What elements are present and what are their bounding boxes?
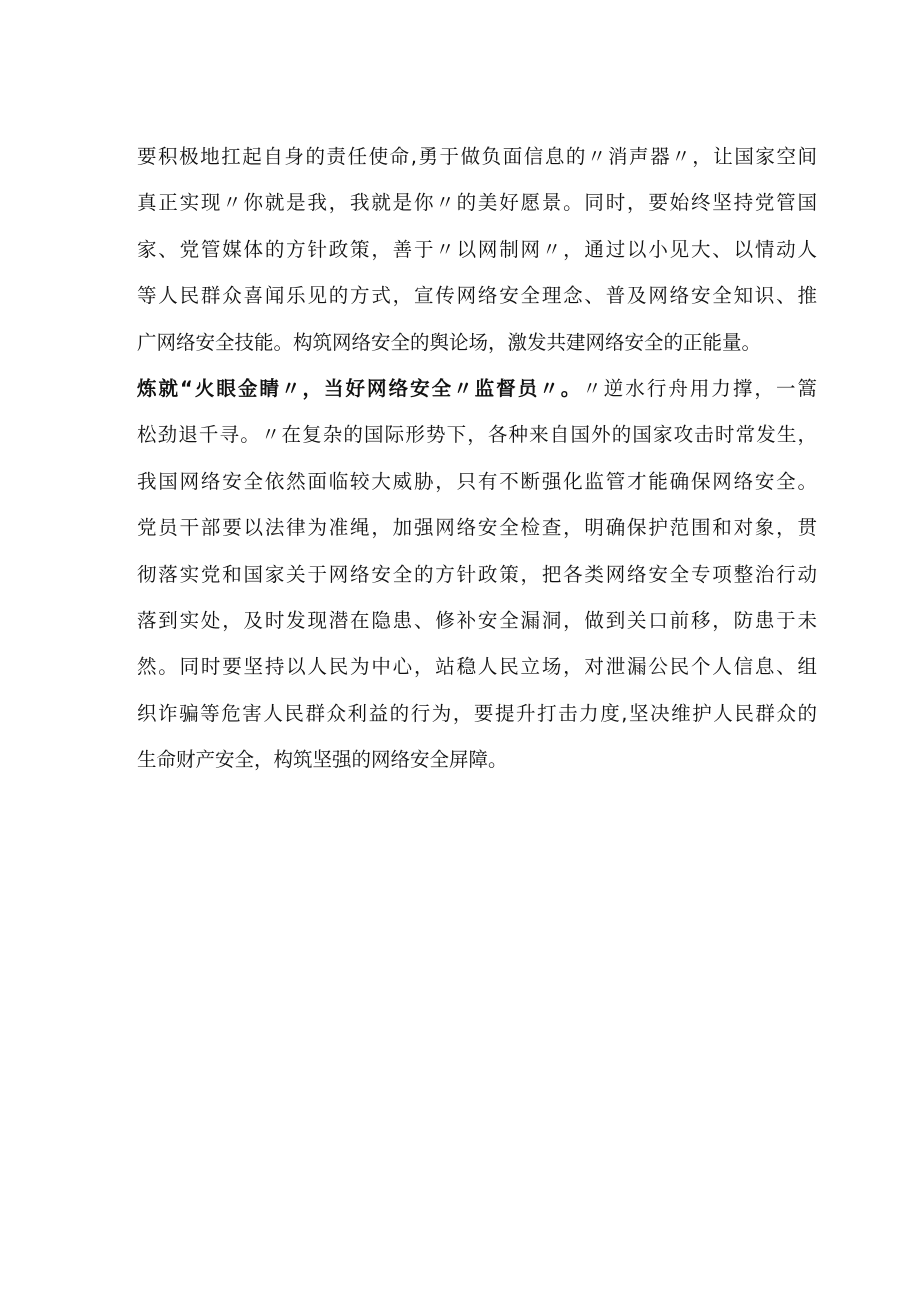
text-line: 党员干部要以法律为准绳，加强网络安全检查，明确保护范围和对象，贯 bbox=[137, 516, 817, 540]
text-line: 彻落实党和国家关于网络安全的方针政策，把各类网络安全专项整治行动 bbox=[137, 562, 817, 586]
text-line: 然。同时要坚持以人民为中心，站稳人民立场，对泄漏公民个人信息、组 bbox=[137, 655, 817, 679]
text-line: 广网络安全技能。构筑网络安全的舆论场，激发共建网络安全的正能量。 bbox=[137, 330, 762, 354]
text-line: 落到实处，及时发现潜在隐患、修补安全漏洞，做到关口前移，防患于未 bbox=[137, 608, 817, 632]
text-line: 要积极地扛起自身的责任使命,勇于做负面信息的〃消声器〃，让国家空间 bbox=[137, 145, 817, 168]
section-heading-line bbox=[137, 366, 817, 412]
text-line: 松劲退千寻。〃在复杂的国际形势下，各种来自国外的国家攻击时常发生， bbox=[137, 423, 817, 447]
text-line-continuation: 〃逆水行舟用力撑，一篙 bbox=[582, 376, 817, 400]
text-line: 生命财产安全，构筑坚强的网络安全屏障。 bbox=[137, 748, 508, 772]
section-heading: 炼就“火眼金睛〃，当好网络安全〃监督员〃。 bbox=[137, 376, 583, 400]
text-line: 等人民群众喜闻乐见的方式，宣传网络安全理念、普及网络安全知识、推 bbox=[137, 284, 817, 308]
document-body bbox=[137, 134, 817, 783]
text-line: 我国网络安全依然面临较大威胁，只有不断强化监管才能确保网络安全。 bbox=[137, 469, 817, 493]
text-line: 织诈骗等危害人民群众利益的行为，要提升打击力度,坚决维护人民群众的 bbox=[137, 701, 817, 725]
text-line: 真正实现〃你就是我，我就是你〃的美好愿景。同时，要始终坚持党管国 bbox=[137, 191, 817, 215]
text-line: 家、党管媒体的方针政策，善于〃以网制网〃，通过以小见大、以情动人 bbox=[137, 237, 817, 261]
